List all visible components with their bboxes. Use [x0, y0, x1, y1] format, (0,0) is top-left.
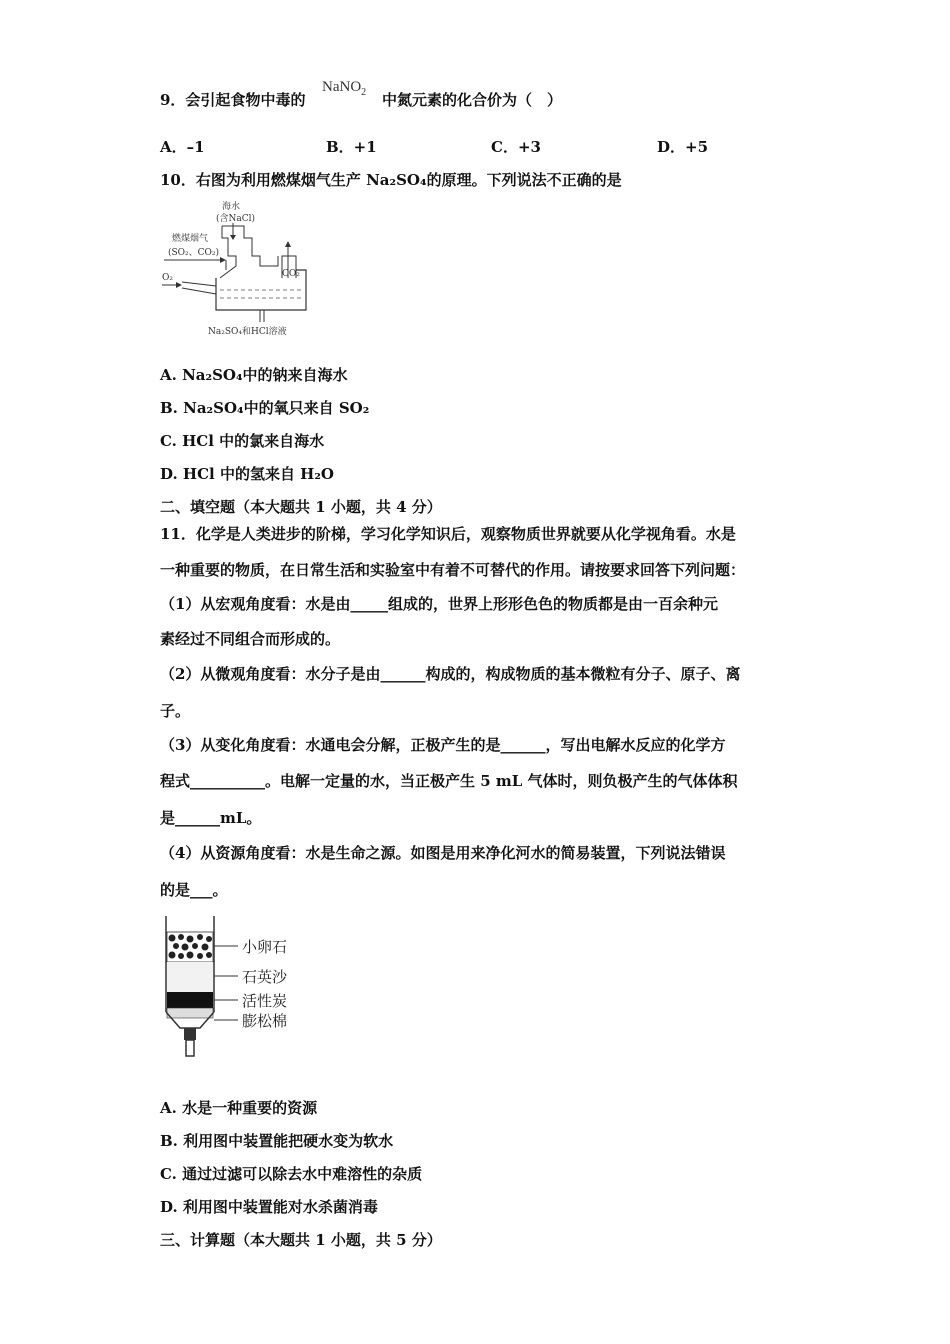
cotton-label: 膨松棉 [242, 1012, 288, 1030]
sand-layer [167, 962, 213, 992]
seawater-label: 海水 [222, 202, 241, 212]
q10-option-b: B. Na₂SO₄中的氧只来自 SO₂ [160, 399, 370, 417]
q11-option-b: B. 利用图中装置能把硬水变为软水 [160, 1132, 394, 1150]
q11-line-11: 的是___。 [160, 881, 228, 899]
q9-option-a: A．–1 [160, 138, 205, 156]
q10-option-d: D. HCl 中的氢来自 H₂O [160, 465, 334, 483]
q11-line-10: （4）从资源角度看：水是生命之源。如图是用来净化河水的简易装置，下列说法错误 [160, 844, 726, 862]
water-filter-diagram [158, 912, 308, 1064]
q10-apparatus-diagram [160, 198, 310, 340]
q10-option-c: C. HCl 中的氯来自海水 [160, 432, 325, 450]
q9-formula-sub: 2 [361, 87, 367, 98]
co2-label: CO₂ [282, 269, 300, 279]
q9-stem [160, 90, 305, 110]
cotton-layer [167, 1008, 213, 1018]
q11-line-4: 素经过不同组合而形成的。 [160, 630, 341, 648]
q10-stem: 10．右图为利用燃煤烟气生产 Na₂SO₄的原理。下列说法不正确的是 [160, 171, 622, 189]
product-label: Na₂SO₄和HCl溶液 [208, 327, 287, 337]
q10-option-a: A. Na₂SO₄中的钠来自海水 [160, 366, 348, 384]
q11-line-5: （2）从微观角度看：水分子是由______构成的，构成物质的基本微粒有分子、原子、离 [160, 665, 741, 683]
q11-line-7: （3）从变化角度看：水通电会分解，正极产生的是______，写出电解水反应的化学方 [160, 736, 726, 754]
q11-option-a: A. 水是一种重要的资源 [160, 1099, 318, 1117]
q9-formula-main: NaNO [322, 79, 362, 95]
q11-option-c: C. 通过过滤可以除去水中难溶性的杂质 [160, 1165, 423, 1183]
q11-line-8: 程式__________。电解一定量的水，当正极产生 5 mL 气体时，则负极产生的气体体积 [160, 772, 738, 790]
carbon-layer [167, 992, 213, 1008]
carbon-label: 活性炭 [242, 992, 288, 1010]
q9-prefix: 9．会引起食物中毒的 [160, 91, 306, 109]
q11-line-9: 是______mL。 [160, 809, 262, 827]
q11-line-1: 11．化学是人类进步的阶梯，学习化学知识后，观察物质世界就要从化学视角看。水是 [160, 525, 736, 543]
q11-line-3: （1）从宏观角度看：水是由_____组成的，世界上形形色色的物质都是由一百余种元 [160, 595, 718, 613]
q9-suffix: 中氮元素的化合价为（ ） [382, 91, 563, 109]
q11-line-6: 子。 [160, 702, 191, 720]
section-2-heading: 二、填空题（本大题共 1 小题，共 4 分） [160, 498, 442, 516]
q9-option-d: D．+5 [657, 138, 709, 156]
q9-option-b: B．+1 [326, 138, 377, 156]
q9-option-c: C．+3 [491, 138, 541, 156]
pebble-label: 小卵石 [242, 938, 288, 956]
flue-gas-note-label: (SO₂、CO₂) [168, 248, 220, 258]
flue-gas-label: 燃煤烟气 [172, 234, 209, 244]
upper-chamber [222, 226, 278, 266]
q11-option-d: D. 利用图中装置能对水杀菌消毒 [160, 1198, 378, 1216]
oxygen-label: O₂ [162, 273, 173, 283]
q11-line-2: 一种重要的物质，在日常生活和实验室中有着不可替代的作用。请按要求回答下列问题： [160, 561, 746, 579]
seawater-note-label: (含NaCl) [216, 214, 256, 224]
section-3-heading: 三、计算题（本大题共 1 小题，共 5 分） [160, 1231, 442, 1249]
sand-label: 石英沙 [242, 968, 288, 986]
q9-formula [322, 79, 366, 98]
